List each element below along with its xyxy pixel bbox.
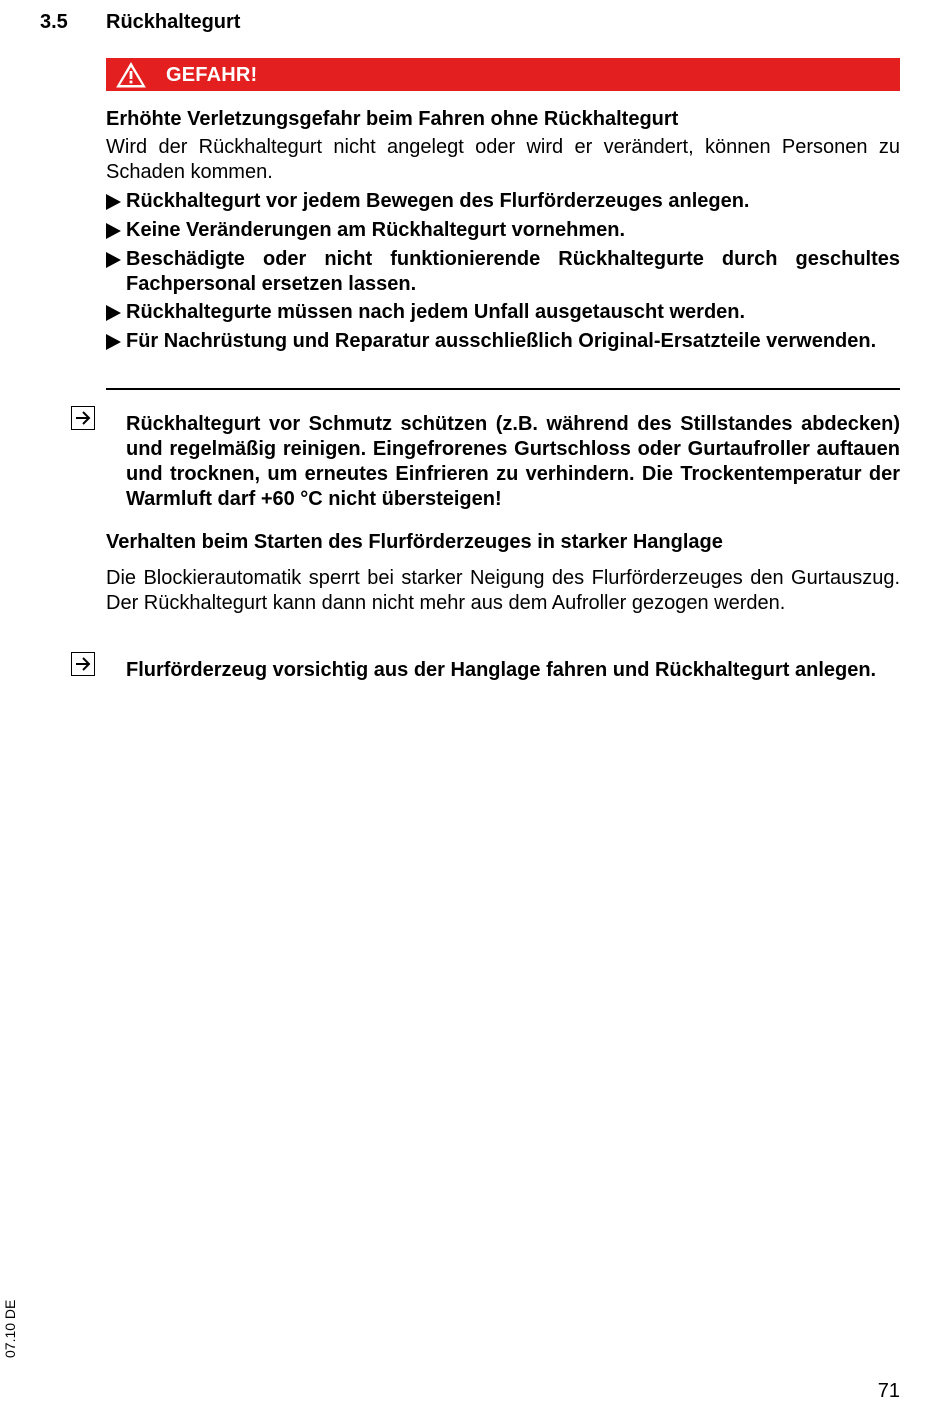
slope-heading: Verhalten beim Starten des Flurförderzeuges in starker Hanglage [106,531,723,553]
bullet-text: Beschädigte oder nicht funktionierende Rückhaltegurte durch geschultes Fachpersonal ersetzen lassen. [126,248,900,295]
danger-bullet [106,329,900,354]
bullet-text: Keine Veränderungen am Rückhaltegurt vornehmen. [126,219,626,241]
note-text: Flurförderzeug vorsichtig aus der Hanglage fahren und Rückhaltegurt anlegen. [126,659,877,681]
slope-text: Die Blockierautomatik sperrt bei starker Neigung des Flurförderzeuges den Gurtauszug. Der Rückhaltegurt kann dann nicht mehr aus dem Aufroller gezogen werden. [106,567,900,614]
danger-bullet [106,247,900,297]
danger-bullet [106,189,900,214]
bullet-triangle-icon [106,194,121,210]
section-title: Rückhaltegurt [106,11,241,33]
arrow-right-icon [71,406,95,430]
document-code: 07.10 DE [2,1299,18,1358]
bullet-text: Für Nachrüstung und Reparatur ausschließlich Original-Ersatzteile verwenden. [126,330,877,352]
warning-triangle-icon [116,62,146,88]
bullet-triangle-icon [106,252,121,268]
bullet-triangle-icon [106,334,121,350]
arrow-right-icon [71,652,95,676]
danger-divider [106,388,900,390]
danger-banner [106,58,900,91]
danger-bullet [106,218,900,243]
danger-text: Wird der Rückhaltegurt nicht angelegt oder wird er verändert, können Personen zu Schaden kommen. [106,136,900,183]
bullet-triangle-icon [106,305,121,321]
bullet-text: Rückhaltegurt vor jedem Bewegen des Flurförderzeuges anlegen. [126,190,750,212]
danger-bullet [106,300,900,325]
note-text: Rückhaltegurt vor Schmutz schützen (z.B. während des Stillstandes abdecken) und regelmäßig reinigen. Eingefrorenes Gurtschloss oder Gurtaufroller auftauen und trocknen, um erneutes Einfrieren zu verhindern. Die Trockentemperatur der Warmluft darf +60 °C nicht übersteigen! [126,413,900,510]
danger-label: GEFAHR! [166,64,258,86]
page-number: 71 [877,1380,900,1402]
bullet-text: Rückhaltegurte müssen nach jedem Unfall ausgetauscht werden. [126,301,746,323]
section-number: 3.5 [40,11,68,33]
danger-heading: Erhöhte Verletzungsgefahr beim Fahren ohne Rückhaltegurt [106,108,679,130]
bullet-triangle-icon [106,223,121,239]
